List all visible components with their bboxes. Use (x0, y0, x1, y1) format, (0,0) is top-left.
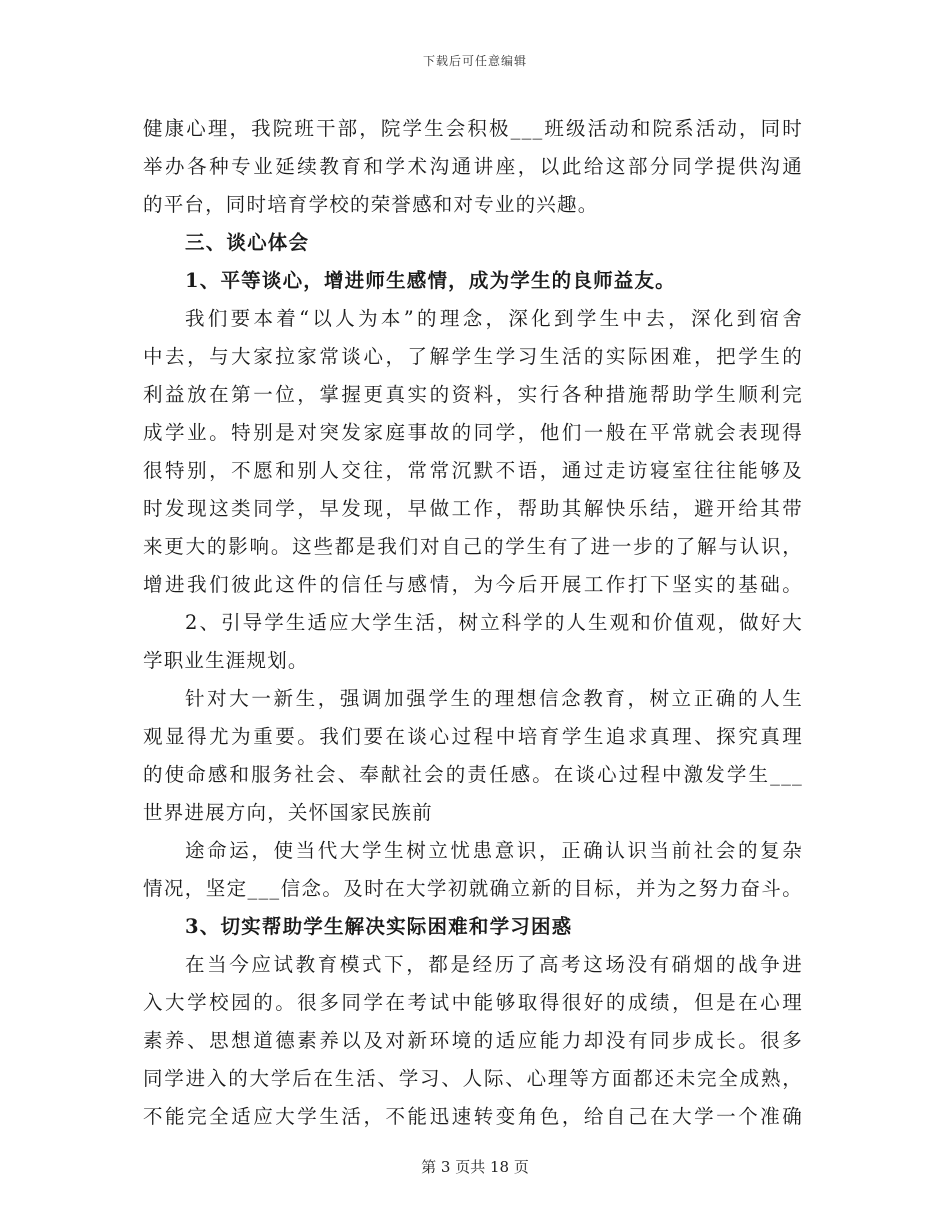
paragraph-line: 举办各种专业延续教育和学术沟通讲座，以此给这部分同学提供沟通 (143, 155, 803, 178)
page-header: 下载后可任意编辑 (422, 54, 527, 68)
paragraph-line: 我们要本着“以人为本”的理念，深化到学生中去，深化到宿舍 (185, 307, 803, 330)
section-heading: 1、平等谈心，增进师生感情，成为学生的良师益友。 (185, 269, 676, 292)
section-heading: 三、谈心体会 (185, 231, 310, 254)
paragraph-line: 健康心理，我院班干部，院学生会积极___班级活动和院系活动，同时 (143, 117, 803, 140)
paragraph-line: 观显得尤为重要。我们要在谈心过程中培育学生追求真理、探究真理 (143, 725, 803, 748)
paragraph-line: 情况，坚定___信念。及时在大学初就确立新的目标，并为之努力奋斗。 (143, 877, 803, 900)
paragraph-line: 2、引导学生适应大学生活，树立科学的人生观和价值观，做好大 (185, 611, 803, 634)
paragraph-line: 在当今应试教育模式下，都是经历了高考这场没有硝烟的战争进 (185, 953, 803, 976)
paragraph-line: 利益放在第一位，掌握更真实的资料，实行各种措施帮助学生顺利完 (143, 383, 803, 406)
paragraph-line: 的平台，同时培育学校的荣誉感和对专业的兴趣。 (143, 193, 599, 216)
page-footer: 第 3 页共 18 页 (421, 1158, 529, 1176)
paragraph-line: 学职业生涯规划。 (143, 649, 309, 672)
paragraph-line: 针对大一新生，强调加强学生的理想信念教育，树立正确的人生 (185, 687, 803, 710)
paragraph-line: 的使命感和服务社会、奉献社会的责任感。在谈心过程中激发学生___ (143, 763, 803, 786)
paragraph-line: 成学业。特别是对突发家庭事故的同学，他们一般在平常就会表现得 (143, 421, 803, 444)
paragraph-line: 世界进展方向，关怀国家民族前 (143, 801, 433, 824)
paragraph-line: 增进我们彼此这件的信任与感情，为今后开展工作打下坚实的基础。 (143, 573, 803, 596)
paragraph-line: 同学进入的大学后在生活、学习、人际、心理等方面都还未完全成熟， (143, 1067, 803, 1090)
paragraph-line: 很特别，不愿和别人交往，常常沉默不语，通过走访寝室往往能够及 (143, 459, 803, 482)
paragraph-line: 素养、思想道德素养以及对新环境的适应能力却没有同步成长。很多 (143, 1029, 803, 1052)
paragraph-line: 不能完全适应大学生活，不能迅速转变角色，给自己在大学一个准确 (143, 1105, 803, 1128)
section-heading: 3、切实帮助学生解决实际困难和学习困惑 (185, 915, 573, 938)
paragraph-line: 中去，与大家拉家常谈心，了解学生学习生活的实际困难，把学生的 (143, 345, 803, 368)
paragraph-line: 入大学校园的。很多同学在考试中能够取得很好的成绩，但是在心理 (143, 991, 803, 1014)
paragraph-line: 来更大的影响。这些都是我们对自己的学生有了进一步的了解与认识， (143, 535, 803, 558)
paragraph-line: 途命运，使当代大学生树立忧患意识，正确认识当前社会的复杂 (185, 839, 803, 862)
document-body (143, 110, 803, 1136)
paragraph-line: 时发现这类同学，早发现，早做工作，帮助其解快乐结，避开给其带 (143, 497, 803, 520)
